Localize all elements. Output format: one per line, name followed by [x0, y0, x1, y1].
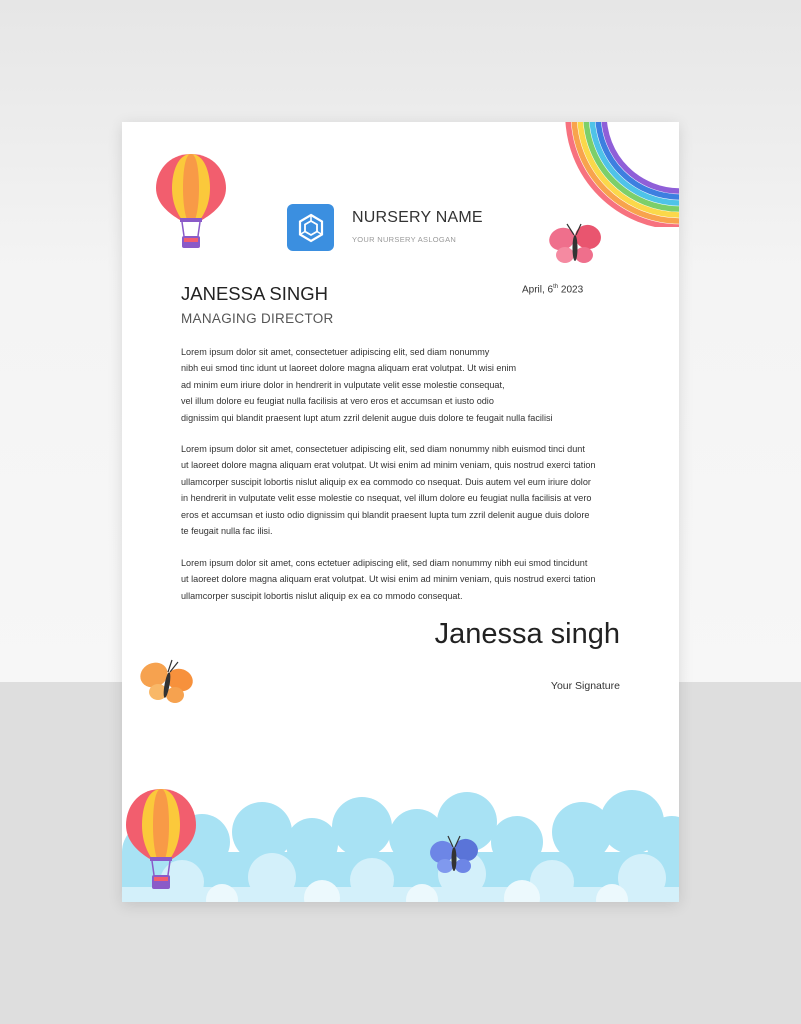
date-day: April, 6 — [522, 284, 554, 296]
body-paragraph-1 — [181, 344, 626, 426]
paragraph-line: dignissim qui blandit praesent lupt atum zzril delenit augue duis dolore te feugait nulla facilisi — [181, 412, 553, 423]
paragraph-line: Lorem ipsum dolor sit amet, consectetuer adipiscing elit, sed diam nonummy nibh euismod tinci dunt — [181, 444, 585, 454]
paragraph-line: Lorem ipsum dolor sit amet, cons ectetuer adipiscing elit, sed diam nonummy nibh eui smod tincidunt — [181, 558, 588, 568]
paragraph-line: te feugait nulla fac ilisi. — [181, 526, 273, 537]
paragraph-line: Lorem ipsum dolor sit amet, consectetuer adipiscing elit, sed diam nonummy — [181, 347, 490, 357]
date-ordinal: th — [553, 284, 559, 290]
person-title: MANAGING DIRECTOR — [181, 311, 334, 326]
cloud-icon — [122, 782, 679, 902]
paragraph-line: eros et accumsan et iusto odio dignissim qui blandit praesent lupta tum zzril delenit augue duis dolore — [181, 509, 590, 520]
hexagon-logo-icon — [296, 213, 326, 243]
hot-air-balloon-icon — [154, 152, 228, 252]
signature-label: Your Signature — [550, 680, 620, 692]
paragraph-line: vel illum dolore eu feugiat nulla facilisis at vero eros et accumsan et iusto odio — [181, 396, 494, 407]
hot-air-balloon-icon — [124, 787, 198, 893]
paragraph-line: ut laoreet dolore magna aliquam erat volutpat. Ut wisi enim ad minim veniam, quis nostrud exerci tation — [181, 574, 596, 585]
signature-name: Janessa singh — [434, 618, 620, 650]
nursery-logo — [287, 204, 334, 251]
date-year: 2023 — [558, 284, 584, 296]
letter-date — [522, 284, 583, 295]
company-slogan: YOUR NURSERY ASLOGAN — [352, 235, 457, 244]
paragraph-line: ullamcorper suscipit lobortis nislut aliquip ex ea commodo co nsequat. Duis autem vel eum iriure dolor — [181, 476, 591, 487]
company-name: NURSERY NAME — [352, 209, 483, 226]
butterfly-icon — [428, 832, 480, 878]
paragraph-line: ullamcorper suscipit lobortis nislut aliquip ex ea co mmodo consequat. — [181, 590, 463, 601]
person-name: JANESSA SINGH — [181, 283, 329, 304]
body-paragraph-2 — [181, 441, 626, 539]
paragraph-line: nibh eui smod tinc idunt ut laoreet dolore magna aliquam erat volutpat. Ut wisi enim — [181, 363, 517, 374]
rainbow-icon — [542, 122, 679, 227]
paragraph-line: ut laoreet dolore magna aliquam erat volutpat. Ut wisi enim ad minim veniam, quis nostrud exerci tation — [181, 460, 596, 471]
paragraph-line: ad minim eum iriure dolor in hendrerit in vulputate velit esse molestie consequat, — [181, 379, 505, 390]
body-paragraph-3 — [181, 555, 626, 604]
butterfly-icon — [547, 222, 603, 270]
butterfly-icon — [138, 658, 196, 708]
paragraph-line: in hendrerit in vulputate velit esse molestie co nsequat, vel illum dolore eu feugiat nulla facilisis at vero — [181, 493, 592, 504]
letterhead-page — [122, 122, 679, 902]
